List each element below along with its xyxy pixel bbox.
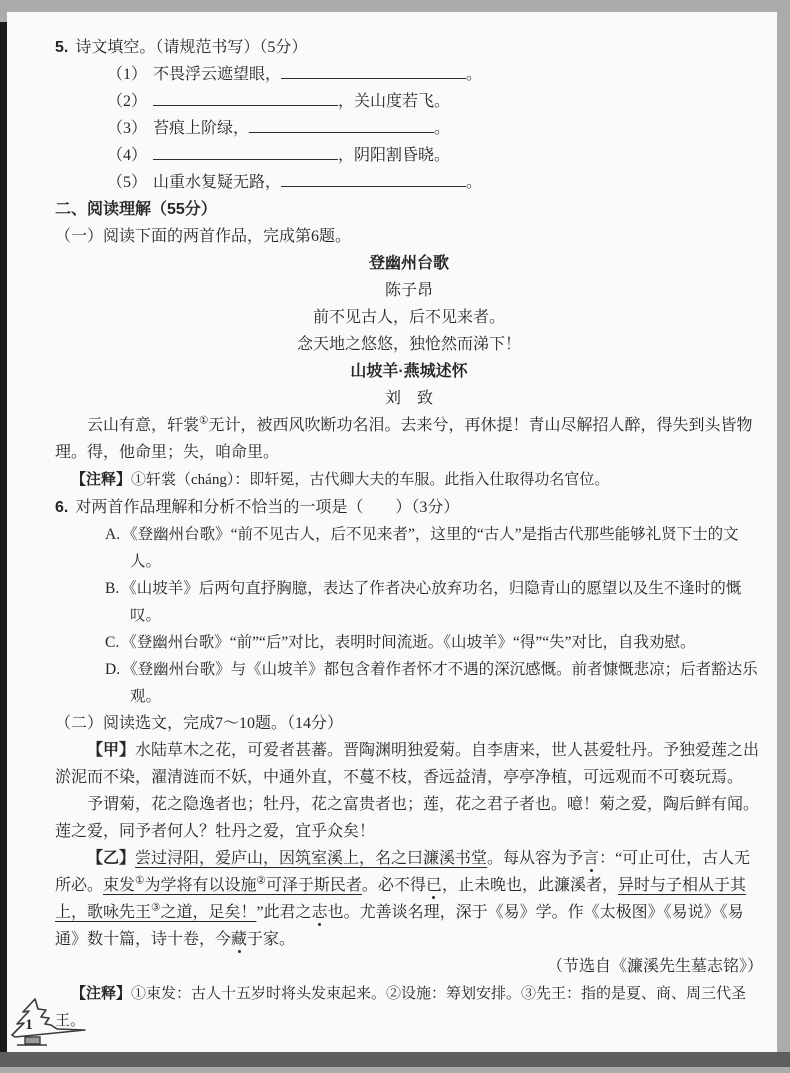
item-label: （4） (107, 147, 148, 164)
poem-1-author: 陈子昂 (384, 282, 433, 299)
item-label: （5） (107, 174, 148, 191)
question-5-number: 5. (55, 39, 69, 56)
poem-2-text: 云山有意，轩裳①无计，被西风吹断功名泪。去来兮，再休提！青山尽解招人醉，得失到头皆物理。得，他命里；失，咱命里。 (55, 415, 753, 461)
option-letter: D. (105, 661, 121, 678)
question-5-title: 诗文填空。（请规范书写）（5分） (75, 39, 308, 56)
passage-note: 【注释】①束发：古人十五岁时将头发束起来。②设施：筹划安排。③先王：指的是夏、商、周三代圣王。 (55, 985, 747, 1029)
question-6-stem (55, 494, 763, 521)
question-6-option-b (105, 575, 763, 629)
tree-trunk (25, 1037, 40, 1044)
answer-blank (153, 144, 338, 160)
fill-blank-item-2 (107, 88, 763, 115)
option-letter: A. (105, 526, 121, 543)
part-2-intro: （二）阅读选文，完成7～10题。（14分） (55, 715, 344, 732)
question-5-heading (55, 34, 763, 61)
section-2-heading: 二、阅读理解（55分） (55, 201, 217, 218)
item-post-text: 。 (466, 66, 483, 83)
tree-outline (12, 999, 85, 1037)
part-1-intro: （一）阅读下面的两首作品，完成第6题。 (55, 228, 352, 245)
answer-blank (153, 90, 338, 106)
poem-2-author: 刘 致 (384, 390, 433, 407)
passage-jia-paragraph-1: 【甲】水陆草木之花，可爱者甚蕃。晋陶渊明独爱菊。自李唐来，世人甚爱牡丹。予独爱莲之出淤泥而不染，濯清涟而不妖，中通外直，不蔓不枝，香远益清，亭亭净植，可远观而不可亵玩焉。 (55, 742, 760, 786)
question-6-number: 6. (55, 499, 69, 516)
question-6-option-c (105, 629, 763, 656)
page-number-tree-icon (5, 996, 97, 1050)
passage-jia-paragraph-2: 予谓菊，花之隐逸者也；牡丹，花之富贵者也；莲，花之君子者也。噫！菊之爱，陶后鲜有闻。莲之爱，同予者何人？牡丹之爱，宜乎众矣！ (55, 796, 760, 840)
question-6-text: 对两首作品理解和分析不恰当的一项是（ ）（3分） (75, 499, 460, 516)
option-text: 《登幽州台歌》与《山坡羊》都包含着作者怀才不遇的深沉感慨。前者慷慨悲凉；后者豁达乐观。 (122, 661, 758, 705)
fill-blank-item-4 (107, 142, 763, 169)
item-post-text: 。 (466, 174, 483, 191)
fill-blank-item-3 (107, 115, 763, 142)
option-letter: C. (105, 634, 120, 651)
question-6-option-a (105, 521, 763, 575)
exam-content (7, 12, 777, 1035)
item-post-text: ，阴阳割昏晓。 (338, 147, 451, 164)
item-post-text: ，关山度若飞。 (338, 93, 451, 110)
option-text: 《登幽州台歌》“前”“后”对比，表明时间流逝。《山坡羊》“得”“失”对比，自我劝慰。 (121, 634, 696, 651)
option-letter: B. (105, 580, 120, 597)
poem-2-title: 山坡羊·燕城述怀 (350, 363, 468, 380)
answer-blank (281, 63, 466, 79)
scan-edge-bottom (0, 1052, 790, 1067)
item-pre-text: 山重水复疑无路， (153, 174, 282, 191)
question-6-option-d (105, 656, 763, 710)
source-attribution: （节选自《濂溪先生墓志铭》） (546, 958, 763, 975)
fill-blank-item-5 (107, 169, 763, 196)
option-text: 《登幽州台歌》“前不见古人，后不见来者”，这里的“古人”是指古代那些能够礼贤下士的文人。 (122, 526, 739, 570)
poem-1-line: 念天地之悠悠，独怆然而涕下！ (296, 336, 521, 353)
item-label: （3） (107, 120, 148, 137)
item-pre-text: 苔痕上阶绿， (153, 120, 250, 137)
item-label: （2） (107, 93, 148, 110)
fill-blank-item-1 (107, 61, 763, 88)
item-post-text: 。 (434, 120, 451, 137)
answer-blank (249, 117, 434, 133)
option-text: 《山坡羊》后两句直抒胸臆，表达了作者决心放弃功名，归隐青山的愿望以及生不逢时的慨叹。 (121, 580, 742, 624)
exam-page (7, 12, 777, 1052)
poem-1-line: 前不见古人，后不见来者。 (312, 309, 505, 326)
item-label: （1） (107, 66, 148, 83)
poem-1-title: 登幽州台歌 (368, 255, 449, 272)
page-number: 1 (25, 1017, 33, 1033)
scan-edge-left (0, 22, 7, 1053)
poem-note: 【注释】①轩裳（cháng）：即轩冕，古代卿大夫的车服。此指入仕取得功名官位。 (71, 471, 610, 488)
item-pre-text: 不畏浮云遮望眼， (153, 66, 282, 83)
answer-blank (281, 171, 466, 187)
passage-yi: 【乙】尝过浔阳，爱庐山，因筑室溪上，名之曰濂溪书堂。每从容为予言：“可止可仕，古人无所必。束发①为学将有以设施②可泽于斯民者。必不得已，止未晚也，此濂溪者，异时与子相从于其上，歌咏先王③之道，足矣！”此君之志也。尤善谈名理，深于《易》学。作《太极图》《易说》《易通》数十篇，诗十卷，今藏于家。 (55, 850, 751, 948)
